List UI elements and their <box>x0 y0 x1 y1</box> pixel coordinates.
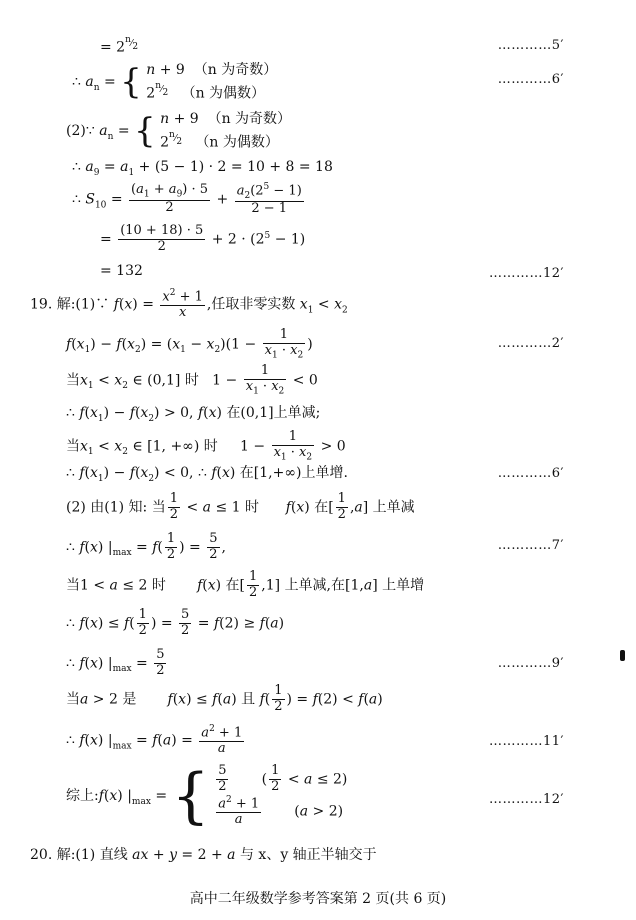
eq-max-2: ∴ f(x) $|_{max}$ = $\frac{5}{2}$ <box>66 647 165 678</box>
q19-start: 19. 解:(1)∵ f(x) = $\frac{x^2 + 1}{x}$ ,任取非零实数 $x_1 < x_2$ <box>30 288 348 321</box>
page-footer: 高中二年级数学参考答案第 2 页(共 6 页) <box>189 891 447 907</box>
eq-fdiff: $f(x_1) - f(x_2) = (x_1 - x_2)(1$ − $\frac{1}{x_1 \cdot x_2}$ ) <box>66 327 313 361</box>
eq-dec-01: ∴ $f(x_1) - f(x_2) > 0$, f(x) 在(0,1]上单减; <box>66 405 321 424</box>
score-2: …………2′ <box>497 336 564 351</box>
score-12: …………12′ <box>489 266 564 281</box>
eq-line-2: ∴ $a_n$ = { n + 9 （n 为奇数） $2^{^n⁄_2}$ （n 为偶数） <box>72 60 277 104</box>
eq-case-1a2: 当1 < a ≤ 2 时 f(x) 在[ $\frac{1}{2}$ ,1] 上单减,在[1,a] 上单增 <box>66 569 425 600</box>
eq-s10: ∴ $S_{10}$ = $\frac{(a_1 + a_9) \cdot 5}{2}$ + $\frac{a_2(2^5 - 1)}{2 - 1}$ <box>72 182 302 217</box>
ink-mark <box>620 650 625 661</box>
cases-an: n + 9 （n 为奇数） $2^{^n⁄_2}$ （n 为偶数） <box>146 62 278 102</box>
eq-case-01: 当$x_1 < x_2$ ∈ (0,1] 时 1 − $\frac{1}{x_1 \cdot x_2}$ < 0 <box>66 363 318 397</box>
eq-s10-calc: = $\frac{(10 + 18) \cdot 5}{2}$ + $2 \cdot (2^5 - 1)$ <box>100 223 306 254</box>
eq-summary: 综上:f(x) $|_{max}$ = { $\frac{5}{2}$ ( $\frac{1}{2}$ < a ≤ 2) $\frac{a^2 + 1}{a}$ (a > 2) <box>66 761 348 832</box>
score-6: …………6′ <box>497 72 564 87</box>
eq-a9: ∴ $a_9 = a_1 + (5 - 1) \cdot 2 = 10 + 8 = 18$ <box>72 159 333 178</box>
eq-line-3: (2)∵ $a_n$ = { n + 9 （n 为奇数） $2^{^n⁄_2}$ （n 为偶数） <box>66 109 291 153</box>
eq-max-1: ∴ f(x) $|_{max} = f$( $\frac{1}{2}$ ) = $\frac{5}{2}$ , <box>66 531 226 562</box>
q20-start: 20. 解:(1) 直线 ax + y = 2 + a 与 x、y 轴正半轴交于 <box>30 847 377 863</box>
eq-s10-result: = 132 <box>100 263 143 279</box>
eq-case-a2: 当a > 2 是 f(x) ≤ f(a) 且 f( $\frac{1}{2}$ ) = f(2) < f(a) <box>66 683 383 714</box>
score-9: …………9′ <box>497 656 564 671</box>
eq-case-1inf: 当$x_1 < x_2$ ∈ [1, +∞) 时 1 − $\frac{1}{x_1 \cdot x_2}$ > 0 <box>66 429 346 463</box>
eq-compare: ∴ f(x) ≤ f( $\frac{1}{2}$ ) = $\frac{5}{2}$ = f(2) ≥ f(a) <box>66 607 285 638</box>
cases-summary: $\frac{5}{2}$ ( $\frac{1}{2}$ < a ≤ 2) $\frac{a^2 + 1}{a}$ (a > 2) <box>218 763 348 828</box>
score-11: …………11′ <box>489 734 564 749</box>
eq-part2-case: (2) 由(1) 知: 当 $\frac{1}{2}$ < a ≤ 1 时 f(x) 在[ $\frac{1}{2}$ ,a] 上单减 <box>66 491 415 522</box>
score-7: …………7′ <box>497 538 564 553</box>
cases-an-2: n + 9 （n 为奇数） $2^{^n⁄_2}$ （n 为偶数） <box>160 111 292 151</box>
score-5: …………5′ <box>497 38 564 53</box>
eq-max-3: ∴ f(x) $|_{max} = f(a)$ = $\frac{a^2 + 1}{a}$ <box>66 724 243 757</box>
score-6b: …………6′ <box>497 466 564 481</box>
eq-line-1: = $2^{^n⁄_2}$ <box>100 35 139 56</box>
eq-inc-1inf: ∴ $f(x_1) - f(x_2) < 0$, ∴ f(x) 在[1,+∞)上单增. <box>66 465 348 484</box>
score-12b: …………12′ <box>489 792 564 807</box>
